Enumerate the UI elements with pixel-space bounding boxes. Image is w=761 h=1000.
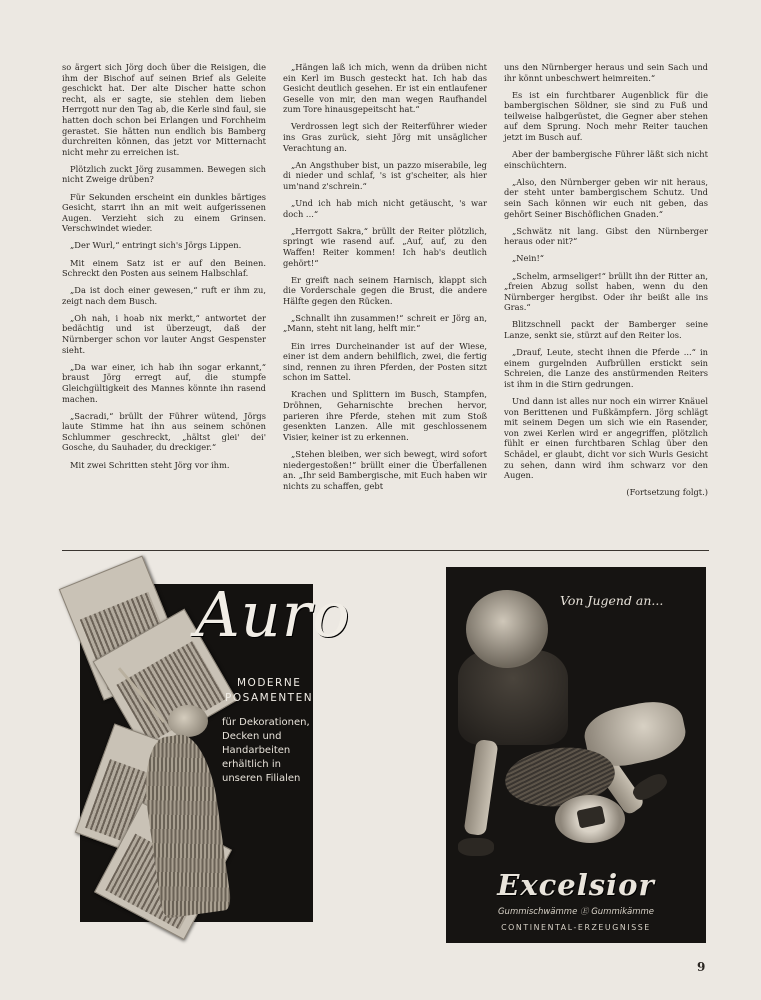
- paragraph: Verdrossen legt sich der Reiterführer wieder ins Gras zurück, sieht Jörg mit unsäglicher Verachtung an.: [283, 121, 487, 153]
- paragraph: „Der Wurl,“ entringt sich's Jörgs Lippen.: [70, 240, 242, 251]
- paragraph: „Schelm, armseliger!“ brüllt ihn der Ritter an, „freien Abzug sollst haben, wenn du den Nürnberger hergibst. Oder ihr beißt alle ins Gras.“: [504, 270, 708, 313]
- article-column-1: [62, 62, 266, 547]
- paragraph: Aber der bambergische Führer läßt sich nicht einschüchtern.: [504, 149, 708, 170]
- excelsior-origin: CONTINENTAL-ERZEUGNISSE: [501, 923, 651, 932]
- auro-description: für Dekorationen, Decken und Handarbeiten erhältlich in unseren Filialen: [222, 717, 310, 784]
- paragraph: Und dann ist alles nur noch ein wirrer Knäuel von Berittenen und Fußkämpfern. Jörg schlägt mit seinem Degen um sich wie ein Rasender, von zwei Kerlen wird er angegriffen, plötzlich fühlt er einen furchtbaren Schlag über den Schädel, er glaubt, dicht vor sich Wurls Gesicht zu sehen, dann wird ihm schwarz vor den Augen.: [504, 395, 708, 481]
- paragraph: Mit zwei Schritten steht Jörg vor ihm.: [70, 459, 230, 470]
- paragraph: „Nein!“: [512, 253, 545, 264]
- paragraph: „Drauf, Leute, stecht ihnen die Pferde ...“ in einem gurgelnden Aufbrüllen erstickt sein Schreien, die Lanze des anstürmenden Reiters ist ihm in die Stirn gedrungen.: [504, 347, 708, 389]
- excelsior-logo: Excelsior: [497, 868, 655, 902]
- paragraph: „Sacradi,“ brüllt der Führer wütend, Jörgs laute Stimme hat ihn aus seinem schönen Schlummer geschreckt, „hältst glei' dei' Gosche, du Sauhader, du dreckiger.“: [62, 410, 266, 453]
- child-head-photo: [466, 590, 548, 668]
- continuation-note: (Fortsetzung folgt.): [626, 487, 708, 498]
- shoe-photo: [458, 838, 494, 856]
- paragraph: „Stehen bleiben, wer sich bewegt, wird sofort niedergestoßen!“ brüllt einer die Überfallenen an. „Ihr seid Bambergische, mit Euch haben wir nichts zu schaffen, gebt: [283, 448, 487, 491]
- auro-logo: Auro: [195, 578, 351, 651]
- auro-heading: [225, 676, 315, 706]
- paragraph: „Herrgott Sakra,“ brüllt der Reiter plötzlich, springt wie rasend auf. „Auf, auf, zu den Waffen! Reiter kommen! Ich hab's deutlich gehört!“: [283, 225, 487, 268]
- paragraph: uns den Nürnberger heraus und sein Sach und ihr könnt unbeschwert heimreiten.“: [504, 62, 708, 83]
- paragraph: „Hängen laß ich mich, wenn da drüben nicht ein Kerl im Busch gesteckt hat. Ich hab das Gesicht deutlich gesehen. Er ist ein entlaufener Geselle von mir, den man wegen Raufhandel zum Tore hinausgepeitscht hat.“: [283, 62, 487, 115]
- paragraph: „Schnallt ihn zusammen!“ schreit er Jörg an, „Mann, steht nit lang, helft mir.“: [283, 312, 487, 334]
- paragraph: Es ist ein furchtbarer Augenblick für die bambergischen Söldner, sie sind zu Fuß und teilweise halbgerüstet, die Gegner aber stehen auf dem Sprung. Noch mehr Reiter tauchen jetzt im Busch auf.: [504, 89, 708, 143]
- paragraph: „Oh nah, i hoab nix merkt,“ antwortet der bedächtig und ist überzeugt, daß der Nürnberger schon vor lauter Angst Gespenster sieht.: [62, 312, 266, 355]
- excelsior-products: Gummischwämme Ⓔ Gummikämme: [497, 907, 655, 917]
- auro-heading-line: MODERNE: [237, 677, 302, 689]
- paragraph: Für Sekunden erscheint ein dunkles bärtiges Gesicht, starrt ihn an mit weit aufgerissenen Augen. Verzieht sich zu einem Grinsen. Verschwindet wieder.: [62, 191, 266, 234]
- paragraph: Krachen und Splittern im Busch, Stampfen, Dröhnen, Geharnischte brechen hervor, parieren ihre Pferde, stehen mit zum Stoß gesenkten Lanzen. Alle mit geschlossenem Visier, keiner ist zu erkennen.: [283, 389, 487, 442]
- paragraph: Blitzschnell packt der Bamberger seine Lanze, senkt sie, stürzt auf den Reiter los.: [504, 319, 708, 340]
- paragraph: Ein irres Durcheinander ist auf der Wiese, einer ist dem andern behilflich, zwei, die fertig sind, rennen zu ihren Pferden, der Posten sitzt schon im Sattel.: [283, 340, 487, 383]
- paragraph: „Schwätz nit lang. Gibst den Nürnberger heraus oder nit?“: [504, 225, 708, 247]
- article-column-3: [504, 62, 708, 547]
- paragraph: „An Angsthuber bist, un pazzo miserabile, leg di nieder und schlaf, 's ist g'scheiter, als hier um'nand z'schrein.“: [283, 159, 487, 191]
- excelsior-tagline: Von Jugend an...: [560, 593, 664, 608]
- paragraph: „Also, den Nürnberger geben wir nit heraus, der steht unter bambergischem Schutz. Und sein Sach können wir euch nit geben, das gehört Seiner Bischöflichen Gnaden.“: [504, 176, 708, 219]
- paragraph: „Da ist doch einer gewesen,“ ruft er ihm zu, zeigt nach dem Busch.: [62, 285, 266, 306]
- paragraph: Plötzlich zuckt Jörg zusammen. Bewegen sich nicht Zweige drüben?: [62, 163, 266, 185]
- article-columns: [62, 62, 709, 547]
- paragraph: „Und ich hab mich nicht getäuscht, 's war doch ...“: [283, 198, 487, 219]
- page-number: 9: [697, 960, 706, 974]
- paragraph: Er greift nach seinem Harnisch, klappt sich die Vorderschale gegen die Brust, die andere Hälfte gegen den Rücken.: [283, 274, 487, 306]
- paragraph: Mit einem Satz ist er auf den Beinen. Schreckt den Posten aus seinem Halbschlaf.: [62, 257, 266, 279]
- section-divider: [62, 550, 709, 551]
- paragraph: „Da war einer, ich hab ihn sogar erkannt,“ braust Jörg erregt auf, die stumpfe Gleichgültigkeit des Mannes könnte ihn rasend machen.: [62, 361, 266, 404]
- auro-heading-line: POSAMENTEN: [225, 692, 314, 704]
- tassel-knot-image: [168, 705, 208, 737]
- paragraph: so ärgert sich Jörg doch über die Reisigen, die ihm der Bischof auf seinen Brief als Geleite geschickt hat. Der alte Discher hatte schon recht, als er sagte, sie stehlen dem lieben Herrgott nur den Tag ab, die Kerle sind faul, sie hatten doch schon bei Erlangen und Forchheim gerastet. Sie hätten nun endlich bis Bamberg durchreiten können, das jetzt vor Mitternacht nicht mehr zu erreichen ist.: [62, 62, 266, 157]
- article-column-2: [283, 62, 487, 547]
